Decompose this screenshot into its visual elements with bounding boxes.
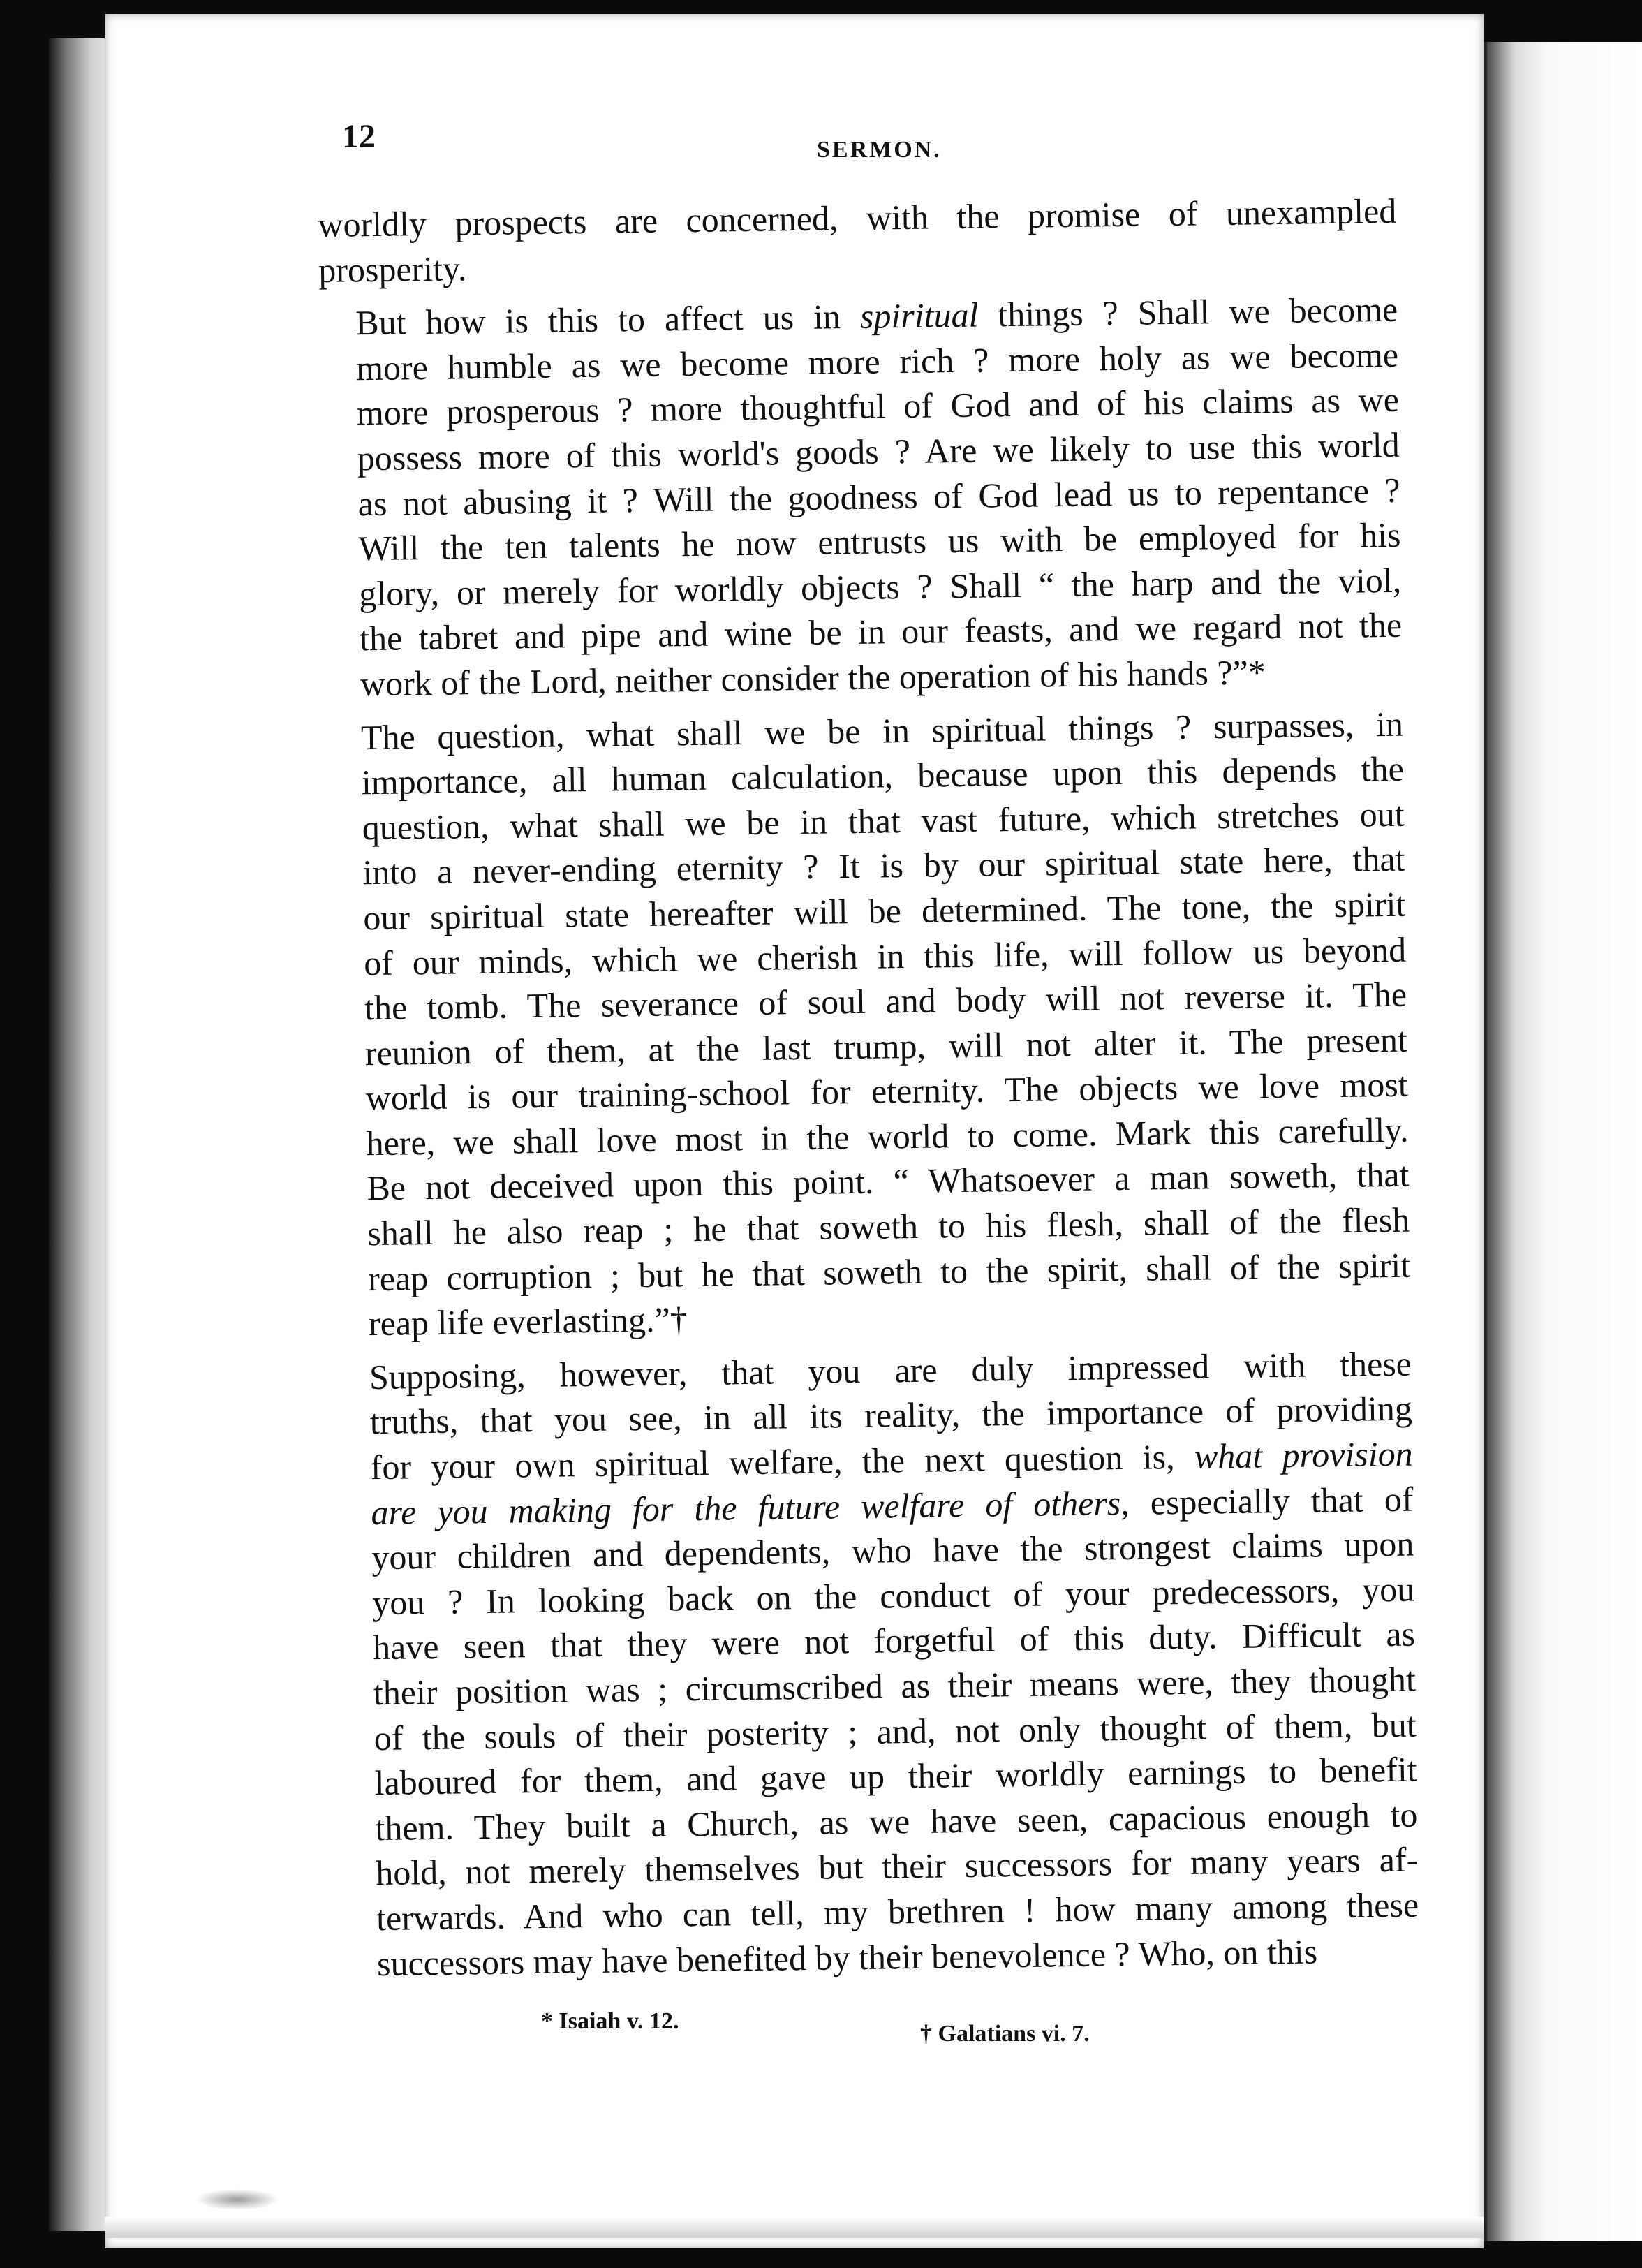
text-segment: for your own spiritual welfare, the next question is, — [370, 1436, 1195, 1487]
text-line: prosperity. — [318, 248, 467, 290]
text-line: of the souls of their posterity ; and, not only thought of them, but — [373, 1704, 1417, 1758]
text-line: importance, all human calculation, because upon this depends the — [361, 749, 1405, 802]
text-line: Will the ten talents he now entrusts us with be employed for his — [358, 515, 1401, 568]
text-line: shall he also reap ; he that soweth to his flesh, shall of the flesh — [367, 1200, 1410, 1253]
text-line: possess more of this world's goods ? Are we likely to use this world — [357, 425, 1400, 478]
paragraph — [333, 1341, 1420, 1986]
text-line: reap corruption ; but he that soweth to the spirit, shall of the spirit — [367, 1245, 1411, 1298]
page-number: 12 — [342, 118, 376, 155]
text-line: Supposing, however, that you are duly impressed with these — [369, 1343, 1412, 1397]
text-line: of our minds, which we cherish in this life, will follow us beyond — [363, 929, 1407, 982]
paper-stain — [195, 2189, 279, 2210]
text-line: you ? In looking back on the conduct of your predecessors, you — [371, 1569, 1415, 1622]
text-segment: But how is this to affect us in — [355, 297, 861, 343]
text-line: work of the Lord, neither consider the operation of his hands ?”* — [360, 652, 1266, 704]
text-line: have seen that they were not forgetful of this duty. Difficult as — [372, 1614, 1416, 1667]
footnote-isaiah: * Isaiah v. 12. — [541, 2008, 679, 2034]
italic-phrase: are you making for the future welfare of others — [371, 1482, 1121, 1532]
text-line: successors may have benefited by their benevolence ? Who, on this — [376, 1931, 1318, 1983]
text-segment: things ? Shall we become — [978, 289, 1398, 334]
italic-phrase: what provision — [1194, 1434, 1413, 1476]
footnote-galatians: † Galatians vi. 7. — [920, 2021, 1090, 2047]
text-line: hold, not merely themselves but their successors for many years af- — [375, 1839, 1419, 1893]
paragraph — [318, 189, 1398, 293]
text-line: question, what shall we be in that vast future, which stretches out — [362, 794, 1405, 847]
text-line: Be not deceived upon this point. “ Whatsoever a man soweth, that — [367, 1155, 1410, 1208]
sermon-body-text — [318, 189, 1419, 1987]
text-line: glory, or merely for worldly objects ? Shall “ the harp and the viol, — [358, 560, 1402, 614]
text-line: laboured for them, and gave up their worldly earnings to benefit — [374, 1749, 1417, 1803]
page-bottom-edge — [105, 2217, 1484, 2238]
facing-page — [1487, 42, 1642, 2241]
paragraph — [319, 287, 1403, 707]
text-line: the tabret and pipe and wine be in our feasts, and we regard not the — [359, 605, 1403, 658]
italic-phrase: spiritual — [859, 295, 979, 337]
text-line: more humble as we become more rich ? more holy as we become — [355, 334, 1399, 388]
running-head: SERMON. — [817, 137, 942, 163]
text-line: as not abusing it ? Will the goodness of God lead us to repentance ? — [357, 470, 1400, 523]
text-line: reunion of them, at the last trump, will not alter it. The present — [364, 1019, 1408, 1073]
text-line: worldly prospects are concerned, with the promise of unexampled — [318, 191, 1397, 244]
text-line: terwards. And who can tell, my brethren ! how many among these — [376, 1885, 1419, 1938]
text-line: more prosperous ? more thoughtful of God and of his claims as we — [356, 380, 1400, 433]
text-line: into a never-ending eternity ? It is by our spiritual state here, that — [362, 839, 1405, 892]
paragraph — [325, 701, 1412, 1346]
text-line: our spiritual state hereafter will be determined. The tone, the spirit — [363, 884, 1406, 938]
text-line: the tomb. The severance of soul and body will not reverse it. The — [364, 974, 1407, 1028]
text-line: reap life everlasting.”† — [368, 1299, 688, 1343]
text-segment: , especially that of — [1120, 1479, 1414, 1522]
text-line: here, we shall love most in the world to come. Mark this carefully. — [366, 1110, 1409, 1163]
text-line: world is our training-school for eternity. The objects we love most — [365, 1064, 1409, 1118]
text-line: their position was ; circumscribed as their means were, they thought — [373, 1659, 1417, 1713]
text-line: your children and dependents, who have the strongest claims upon — [371, 1524, 1414, 1577]
text-line: them. They built a Church, as we have seen, capacious enough to — [375, 1795, 1418, 1848]
text-line: The question, what shall we be in spiritual things ? surpasses, in — [360, 704, 1404, 757]
footnotes — [0, 2008, 1642, 2047]
text-line: truths, that you see, in all its reality, the importance of providing — [369, 1389, 1413, 1442]
